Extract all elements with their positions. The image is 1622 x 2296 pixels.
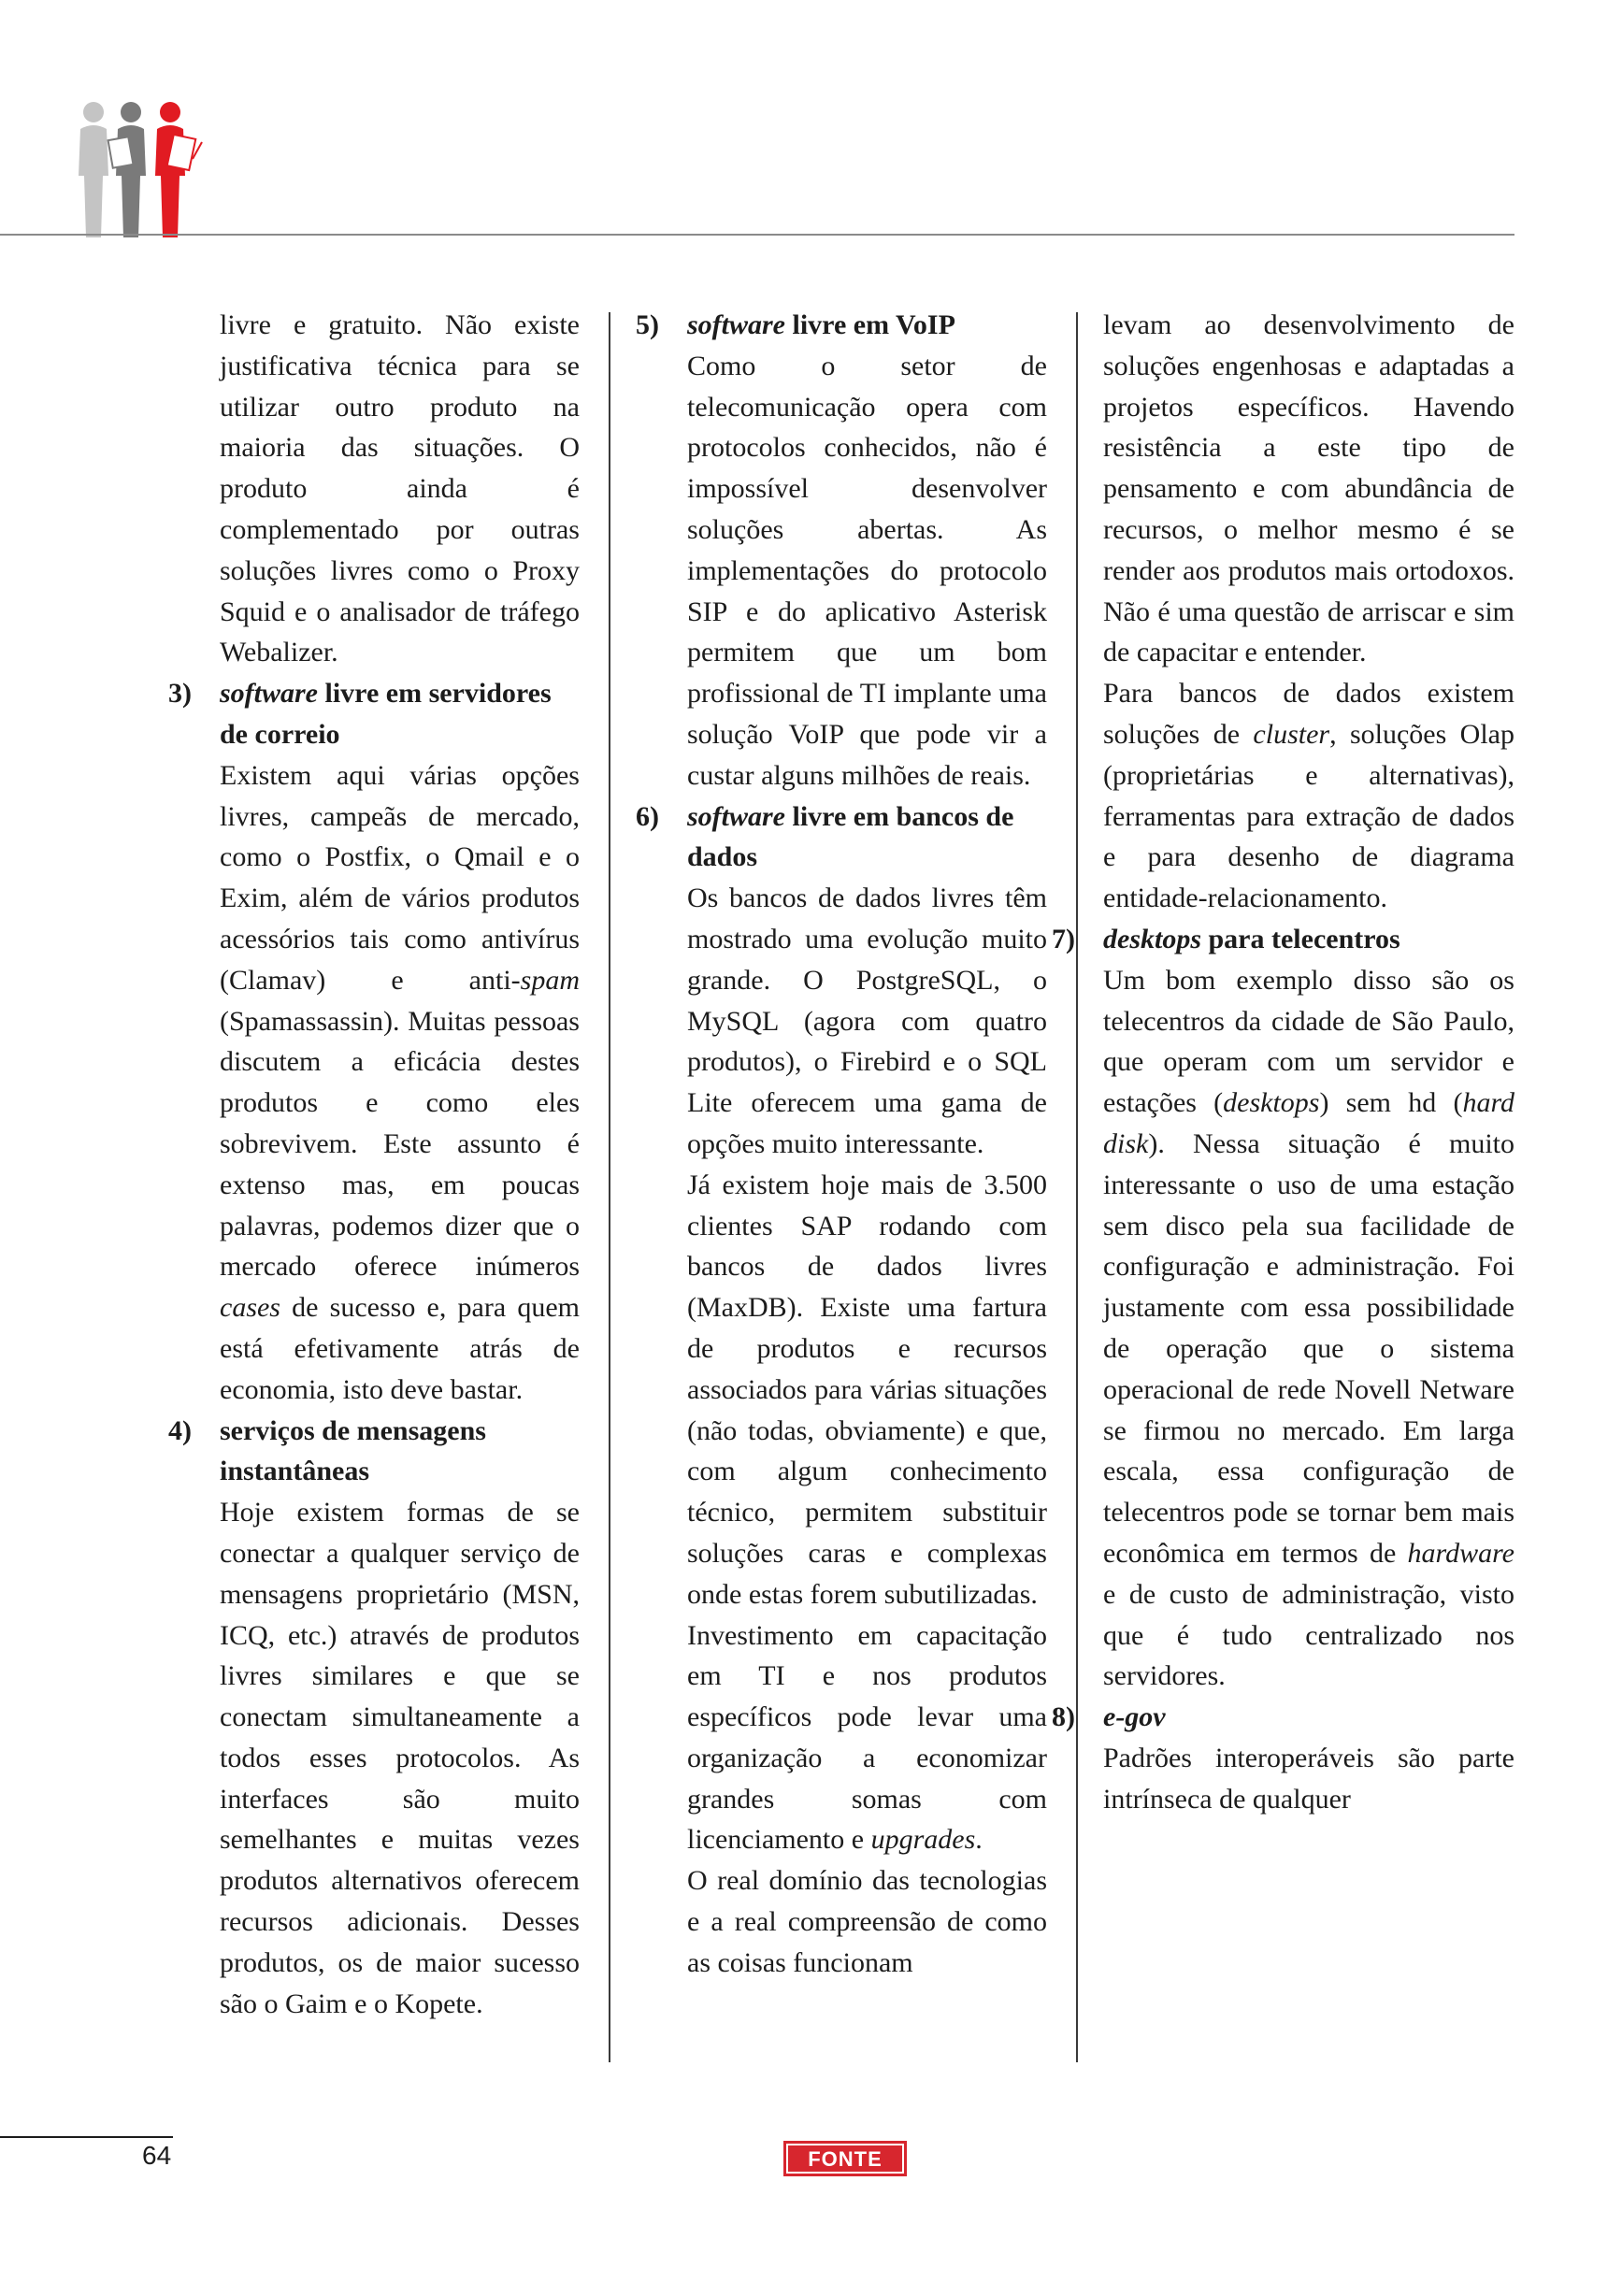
heading-italic: e-gov (1103, 1701, 1166, 1733)
brand-text: FONTE (808, 2147, 883, 2171)
fonte-logo-icon (783, 2141, 907, 2176)
paragraph (168, 755, 580, 1411)
text-run: e de custo de administração, visto que é tudo centralizado nos servidores. (1103, 1578, 1514, 1692)
page-number: 64 (142, 2141, 172, 2170)
section-number: 5) (636, 309, 659, 340)
paragraph (1103, 960, 1514, 1697)
italic-run: upgrades (870, 1824, 976, 1856)
paragraph: Como o setor de telecomunicação opera com protocolos conhecidos, não é impossível desenvolver soluções abertas. As implementações do protocolo SIP e do aplicativo Asterisk permitem que um bom profissional de TI implante uma solução VoIP que pode vir a custar alguns milhões de reais. (687, 350, 1047, 791)
text-run: ). Nessa situação é muito interessante o uso de uma estação sem disco pela sua facilidade de configuração e administração. Foi justamente com essa possibilidade de operação que o sistema operacional de rede Novell Netware se firmou no mercado. Em larga escala, essa configuração de telecentros pode se tornar bem mais econômica em termos de (1103, 1127, 1514, 1569)
text-run: . (975, 1824, 983, 1856)
header-rule (0, 234, 1514, 236)
text-run: Para bancos de dados existem soluções de (1103, 678, 1514, 750)
italic-run: spam (520, 964, 580, 996)
heading-text: serviços de mensagens instantâneas (220, 1414, 486, 1487)
section-heading-6 (636, 796, 1047, 879)
column-2 (636, 305, 1047, 1984)
column-divider (609, 312, 610, 2062)
text-run: de sucesso e, para quem está efetivamente atrás de economia, isto deve bastar. (220, 1292, 580, 1405)
column-3 (1052, 305, 1514, 1819)
section-heading-8 (1052, 1697, 1514, 1738)
italic-run: hard disk (1103, 1087, 1514, 1159)
italic-run: desktops (1223, 1087, 1320, 1119)
italic-run: hardware (1407, 1537, 1514, 1569)
section-number: 7) (1052, 923, 1075, 954)
text-run: (Spamassassin). Muitas pessoas discutem a eficácia destes produtos e como eles sobrevivem. Este assunto é extenso mas, em poucas palavras, podemos dizer que o mercado oferece inúmeros (220, 1005, 580, 1283)
heading-text: livre em VoIP (785, 309, 955, 340)
footer-rule (0, 2136, 173, 2138)
section-number: 4) (168, 1414, 192, 1446)
text-run: Investimento em capacitação em TI e nos produtos específicos pode levar uma organização a economizar grandes somas com licenciamento e (687, 1619, 1047, 1856)
paragraph: levam ao desenvolvimento de soluções engenhosas e adaptadas a projetos específicos. Havendo resistência a este tipo de pensamento e com abundância de recursos, o melhor mesmo é se render aos produtos mais ortodoxos. Não é uma questão de arriscar e sim de capacitar e entender. (1103, 309, 1514, 668)
section-number: 6) (636, 800, 659, 832)
paragraph: Padrões interoperáveis são parte intrínseca de qualquer (1103, 1742, 1514, 1815)
paragraph: livre e gratuito. Não existe justificativa técnica para se utilizar outro produto na maioria das situações. O produto ainda é complementado por outras soluções livres como o Proxy Squid e o analisador de tráfego Webalizer. (220, 309, 580, 668)
section-number: 8) (1052, 1701, 1075, 1733)
paragraph: Os bancos de dados livres têm mostrado uma evolução muito grande. O PostgreSQL, o MySQL (agora com quatro produtos), o Firebird e o SQL Lite oferecem uma gama de opções muito interessante. (687, 883, 1047, 1159)
text-run: ) sem hd ( (1319, 1087, 1463, 1119)
text-run: Um bom exemplo disso são os telecentros da cidade de São Paulo, que operam com um servidor e estações ( (1103, 964, 1514, 1119)
paragraph: Já existem hoje mais de 3.500 clientes SAP rodando com bancos de dados livres (MaxDB). Existe uma fartura de produtos e recursos associados para várias situações (não todas, obviamente) e que, com algum conhecimento técnico, permitem substituir soluções caras e complexas onde estas forem subutilizadas. (687, 1169, 1047, 1610)
column-divider (1076, 312, 1078, 2062)
section-heading-7 (1052, 919, 1514, 960)
heading-italic: software (687, 309, 785, 340)
italic-run: cases (220, 1292, 280, 1324)
text-run: , soluções Olap (proprietárias e alternativas), ferramentas para extração de dados e para desenho de diagrama entidade-relacionamento. (1103, 718, 1514, 914)
section-heading-3 (168, 673, 580, 755)
column-1 (168, 305, 580, 2024)
section-heading-5 (636, 305, 1047, 346)
heading-italic: software (687, 800, 785, 832)
text-run: Existem aqui várias opções livres, campeãs de mercado, como o Postfix, o Qmail e o Exim, além de vários produtos acessórios tais como antivírus (Clamav) e anti- (220, 759, 580, 996)
italic-run: cluster (1253, 718, 1330, 750)
heading-text: para telecentros (1201, 923, 1400, 954)
paragraph (636, 1615, 1047, 1861)
heading-italic: software (220, 678, 318, 710)
paragraph (1103, 673, 1514, 919)
section-number: 3) (168, 678, 192, 710)
paragraph: Hoje existem formas de se conectar a qualquer serviço de mensagens proprietário (MSN, ICQ, etc.) através de produtos livres similares e que se conectam simultaneamente a todos esses protocolos. As interfaces são muito semelhantes e muitas vezes produtos alternativos oferecem recursos adicionais. Desses produtos, os de maior sucesso são o Gaim e o Kopete. (220, 1497, 580, 2019)
paragraph: O real domínio das tecnologias e a real compreensão de como as coisas funcionam (687, 1865, 1047, 1978)
heading-text: livre em bancos de dados (687, 800, 1014, 873)
section-heading-4 (168, 1411, 580, 1493)
heading-text: livre em servidores de correio (220, 678, 552, 750)
three-people-logo-icon (73, 101, 213, 237)
heading-italic: desktops (1103, 923, 1201, 954)
